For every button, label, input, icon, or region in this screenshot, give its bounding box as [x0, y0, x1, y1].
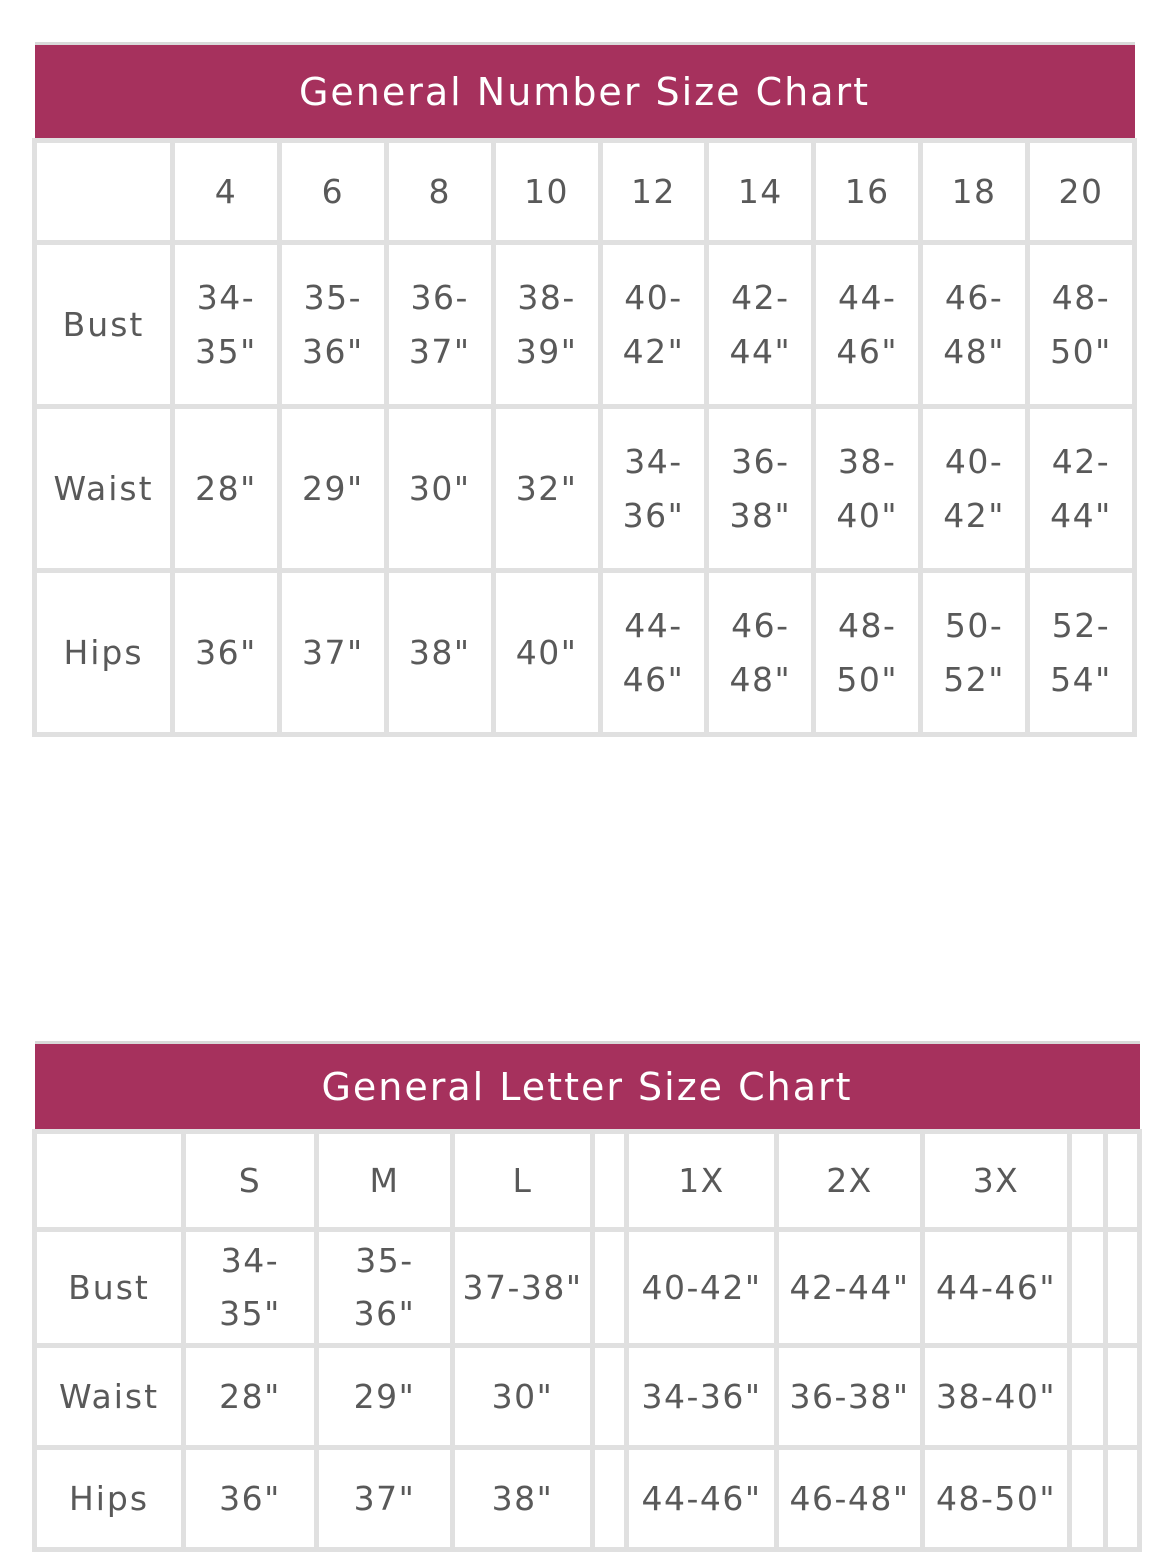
corner-cell — [35, 1132, 184, 1230]
spacer-cell — [1106, 1447, 1140, 1549]
size-cell: 38-39" — [493, 243, 600, 407]
size-cell: 42-44" — [1028, 407, 1135, 571]
size-column-header: M — [317, 1132, 453, 1230]
number-size-chart-table — [32, 42, 1137, 737]
number-chart-title: General Number Size Chart — [35, 44, 1135, 141]
row-label: Bust — [35, 243, 173, 407]
size-cell: 48-50" — [814, 571, 921, 735]
size-column-header: 10 — [493, 141, 600, 243]
size-cell: 44-46" — [627, 1447, 777, 1549]
size-cell: 52-54" — [1028, 571, 1135, 735]
size-column-header: 18 — [921, 141, 1028, 243]
row-label: Bust — [35, 1230, 184, 1346]
spacer-cell — [593, 1132, 627, 1230]
table-row-waist — [35, 1345, 1140, 1447]
size-cell: 42-44" — [707, 243, 814, 407]
size-cell: 32" — [493, 407, 600, 571]
spacer-cell — [593, 1345, 627, 1447]
size-cell: 44-46" — [814, 243, 921, 407]
size-cell: 36-38" — [707, 407, 814, 571]
size-cell: 38" — [453, 1447, 593, 1549]
size-cell: 40-42" — [921, 407, 1028, 571]
size-column-header: 3X — [923, 1132, 1070, 1230]
size-cell: 29" — [317, 1345, 453, 1447]
number-chart-size-header-row — [35, 141, 1135, 243]
corner-cell — [35, 141, 173, 243]
size-cell: 30" — [453, 1345, 593, 1447]
size-cell: 42-44" — [777, 1230, 923, 1346]
size-cell: 50-52" — [921, 571, 1028, 735]
table-row-hips — [35, 1447, 1140, 1549]
size-cell: 46-48" — [777, 1447, 923, 1549]
row-label: Waist — [35, 407, 173, 571]
size-cell: 35-36" — [317, 1230, 453, 1346]
size-cell: 48-50" — [1028, 243, 1135, 407]
size-cell: 44-46" — [923, 1230, 1070, 1346]
size-cell: 38-40" — [923, 1345, 1070, 1447]
spacer-cell — [1070, 1230, 1106, 1346]
size-cell: 40-42" — [627, 1230, 777, 1346]
size-cell: 44-46" — [600, 571, 707, 735]
spacer-cell — [593, 1447, 627, 1549]
number-chart-title-row — [35, 44, 1135, 141]
spacer-cell — [1106, 1230, 1140, 1346]
size-column-header: 20 — [1028, 141, 1135, 243]
spacer-cell — [1106, 1345, 1140, 1447]
size-cell: 36" — [173, 571, 280, 735]
size-cell: 29" — [279, 407, 386, 571]
size-cell: 36" — [184, 1447, 317, 1549]
size-cell: 36-38" — [777, 1345, 923, 1447]
table-row-bust — [35, 243, 1135, 407]
size-column-header: 12 — [600, 141, 707, 243]
size-cell: 34-35" — [173, 243, 280, 407]
size-cell: 46-48" — [921, 243, 1028, 407]
size-cell: 38-40" — [814, 407, 921, 571]
size-column-header: 16 — [814, 141, 921, 243]
letter-chart-title-row — [35, 1043, 1140, 1132]
size-cell: 48-50" — [923, 1447, 1070, 1549]
spacer-cell — [1070, 1447, 1106, 1549]
size-column-header: 2X — [777, 1132, 923, 1230]
size-cell: 28" — [184, 1345, 317, 1447]
size-cell: 40" — [493, 571, 600, 735]
table-row-waist — [35, 407, 1135, 571]
size-column-header: 4 — [173, 141, 280, 243]
size-cell: 37-38" — [453, 1230, 593, 1346]
size-cell: 34-36" — [600, 407, 707, 571]
size-cell: 36-37" — [386, 243, 493, 407]
size-column-header: S — [184, 1132, 317, 1230]
size-column-header: L — [453, 1132, 593, 1230]
spacer-cell — [1106, 1132, 1140, 1230]
size-column-header: 8 — [386, 141, 493, 243]
row-label: Hips — [35, 1447, 184, 1549]
size-column-header: 1X — [627, 1132, 777, 1230]
size-cell: 30" — [386, 407, 493, 571]
letter-chart-size-header-row — [35, 1132, 1140, 1230]
size-column-header: 6 — [279, 141, 386, 243]
row-label: Waist — [35, 1345, 184, 1447]
size-cell: 40-42" — [600, 243, 707, 407]
size-cell: 46-48" — [707, 571, 814, 735]
size-cell: 28" — [173, 407, 280, 571]
spacer-cell — [1070, 1345, 1106, 1447]
size-cell: 34-36" — [627, 1345, 777, 1447]
spacer-cell — [1070, 1132, 1106, 1230]
size-cell: 38" — [386, 571, 493, 735]
table-row-hips — [35, 571, 1135, 735]
letter-chart-title: General Letter Size Chart — [35, 1043, 1140, 1132]
row-label: Hips — [35, 571, 173, 735]
size-cell: 37" — [279, 571, 386, 735]
spacer-cell — [593, 1230, 627, 1346]
table-row-bust — [35, 1230, 1140, 1346]
size-cell: 37" — [317, 1447, 453, 1549]
size-cell: 35-36" — [279, 243, 386, 407]
size-column-header: 14 — [707, 141, 814, 243]
letter-size-chart-table — [32, 1041, 1142, 1552]
size-cell: 34-35" — [184, 1230, 317, 1346]
